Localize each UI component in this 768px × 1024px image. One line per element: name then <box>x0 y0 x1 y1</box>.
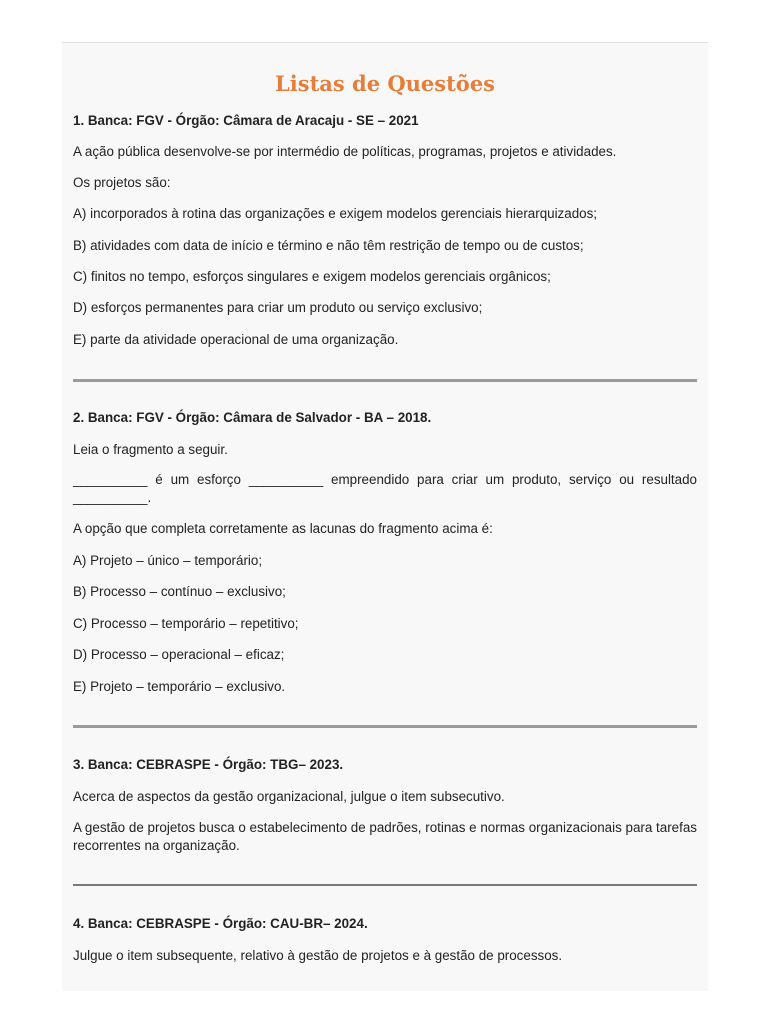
question-1-heading: 1. Banca: FGV - Órgão: Câmara de Aracaju - SE – 2021 <box>73 113 419 128</box>
question-1-option-b: B) atividades com data de início e término e não têm restrição de tempo ou de custos; <box>73 238 584 253</box>
question-2-heading: 2. Banca: FGV - Órgão: Câmara de Salvador - BA – 2018. <box>73 410 432 425</box>
page-title: Listas de Questões <box>275 71 495 96</box>
question-2-option-b: B) Processo – contínuo – exclusivo; <box>73 584 286 599</box>
question-1-option-d: D) esforços permanentes para criar um produto ou serviço exclusivo; <box>73 300 483 315</box>
question-3-statement: Acerca de aspectos da gestão organizacional, julgue o item subsecutivo. <box>73 789 505 804</box>
question-1-option-e: E) parte da atividade operacional de uma organização. <box>73 332 399 347</box>
question-2-prompt: A opção que completa corretamente as lacunas do fragmento acima é: <box>73 521 493 536</box>
question-3-heading: 3. Banca: CEBRASPE - Órgão: TBG– 2023. <box>73 757 344 772</box>
question-2-option-c: C) Processo – temporário – repetitivo; <box>73 616 299 631</box>
question-2-option-d: D) Processo – operacional – eficaz; <box>73 647 285 662</box>
question-2-intro: Leia o fragmento a seguir. <box>73 442 228 457</box>
section-divider <box>73 379 697 382</box>
question-3-item: A gestão de projetos busca o estabelecimento de padrões, rotinas e normas organizacionais para tarefas recorrentes na organização. <box>73 820 697 853</box>
question-4-heading: 4. Banca: CEBRASPE - Órgão: CAU-BR– 2024. <box>73 916 368 931</box>
question-2-fragment: __________ é um esforço __________ empreendido para criar um produto, serviço ou resultado __________. <box>73 472 697 505</box>
question-1-option-a: A) incorporados à rotina das organizações e exigem modelos gerenciais hierarquizados; <box>73 206 598 221</box>
question-1-prompt: Os projetos são: <box>73 175 171 190</box>
question-2-option-a: A) Projeto – único – temporário; <box>73 553 263 568</box>
section-divider <box>73 725 697 728</box>
document-page <box>62 42 708 991</box>
question-1-statement: A ação pública desenvolve-se por intermédio de políticas, programas, projetos e atividades. <box>73 144 617 159</box>
section-divider <box>73 884 697 886</box>
question-2-option-e: E) Projeto – temporário – exclusivo. <box>73 679 286 694</box>
question-1-option-c: C) finitos no tempo, esforços singulares e exigem modelos gerenciais orgânicos; <box>73 269 551 284</box>
question-4-statement: Julgue o item subsequente, relativo à gestão de projetos e à gestão de processos. <box>73 948 563 963</box>
